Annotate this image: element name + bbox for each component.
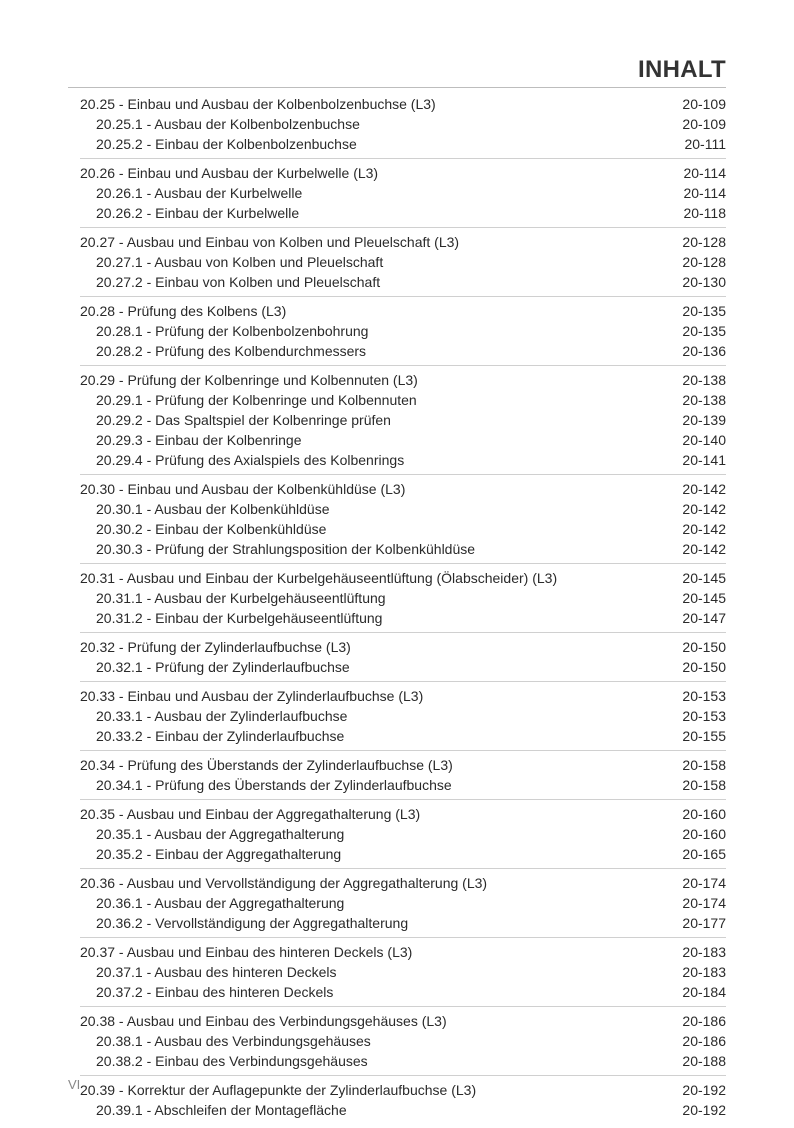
toc-entry-title: 20.32 - Prüfung der Zylinderlaufbuchse (L3) — [80, 639, 351, 655]
toc-entry-title: 20.30 - Einbau und Ausbau der Kolbenkühldüse (L3) — [80, 481, 406, 497]
table-of-contents — [80, 94, 726, 1128]
toc-section — [80, 873, 726, 938]
toc-entry-page: 20-135 — [682, 323, 726, 339]
toc-entry-page: 20-147 — [682, 610, 726, 626]
toc-entry[interactable] — [80, 301, 726, 321]
toc-subentry[interactable] — [80, 252, 726, 272]
toc-section — [80, 568, 726, 633]
toc-entry-title: 20.28.1 - Prüfung der Kolbenbolzenbohrung — [96, 323, 369, 339]
toc-entry-title: 20.34 - Prüfung des Überstands der Zylinderlaufbuchse (L3) — [80, 757, 453, 773]
toc-entry[interactable] — [80, 568, 726, 588]
toc-section — [80, 232, 726, 297]
toc-entry-page: 20-114 — [683, 185, 726, 201]
toc-entry-title: 20.38.1 - Ausbau des Verbindungsgehäuses — [96, 1033, 371, 1049]
toc-subentry[interactable] — [80, 1051, 726, 1071]
toc-entry-title: 20.26 - Einbau und Ausbau der Kurbelwelle (L3) — [80, 165, 379, 181]
toc-section — [80, 1011, 726, 1076]
toc-entry-title: 20.35.2 - Einbau der Aggregathalterung — [96, 846, 342, 862]
toc-entry[interactable] — [80, 873, 726, 893]
toc-section — [80, 163, 726, 228]
toc-entry-page: 20-174 — [682, 875, 726, 891]
toc-entry-title: 20.37.1 - Ausbau des hinteren Deckels — [96, 964, 337, 980]
toc-subentry[interactable] — [80, 341, 726, 361]
toc-entry-page: 20-128 — [682, 234, 726, 250]
toc-entry-title: 20.39 - Korrektur der Auflagepunkte der Zylinderlaufbuchse (L3) — [80, 1082, 477, 1098]
toc-entry-page: 20-114 — [683, 165, 726, 181]
toc-subentry[interactable] — [80, 893, 726, 913]
toc-subentry[interactable] — [80, 499, 726, 519]
toc-entry-page: 20-155 — [682, 728, 726, 744]
toc-entry-title: 20.38.2 - Einbau des Verbindungsgehäuses — [96, 1053, 368, 1069]
toc-entry-title: 20.29.2 - Das Spaltspiel der Kolbenringe prüfen — [96, 412, 391, 428]
toc-entry[interactable] — [80, 232, 726, 252]
toc-entry-title: 20.31.2 - Einbau der Kurbelgehäuseentlüftung — [96, 610, 383, 626]
toc-entry-page: 20-145 — [682, 590, 726, 606]
toc-subentry[interactable] — [80, 1031, 726, 1051]
toc-entry-page: 20-186 — [682, 1013, 726, 1029]
toc-entry-page: 20-150 — [682, 659, 726, 675]
toc-entry-title: 20.26.2 - Einbau der Kurbelwelle — [96, 205, 300, 221]
toc-subentry[interactable] — [80, 183, 726, 203]
toc-section — [80, 370, 726, 475]
toc-subentry[interactable] — [80, 390, 726, 410]
toc-entry-page: 20-109 — [682, 96, 726, 112]
toc-entry-page: 20-138 — [682, 392, 726, 408]
toc-entry-page: 20-118 — [683, 205, 726, 221]
toc-entry-title: 20.28 - Prüfung des Kolbens (L3) — [80, 303, 287, 319]
toc-entry-title: 20.32.1 - Prüfung der Zylinderlaufbuchse — [96, 659, 350, 675]
toc-entry-page: 20-145 — [682, 570, 726, 586]
toc-subentry[interactable] — [80, 1100, 726, 1120]
toc-entry-page: 20-165 — [682, 846, 726, 862]
toc-subentry[interactable] — [80, 962, 726, 982]
toc-subentry[interactable] — [80, 844, 726, 864]
toc-entry-page: 20-109 — [682, 116, 726, 132]
toc-entry-page: 20-128 — [682, 254, 726, 270]
toc-entry-page: 20-160 — [682, 806, 726, 822]
toc-subentry[interactable] — [80, 539, 726, 559]
toc-entry[interactable] — [80, 94, 726, 114]
toc-entry-title: 20.33.2 - Einbau der Zylinderlaufbuchse — [96, 728, 345, 744]
toc-entry-title: 20.29.4 - Prüfung des Axialspiels des Kolbenrings — [96, 452, 405, 468]
toc-entry-page: 20-177 — [682, 915, 726, 931]
toc-entry-page: 20-130 — [682, 274, 726, 290]
toc-entry-page: 20-150 — [682, 639, 726, 655]
toc-entry-page: 20-192 — [682, 1102, 726, 1118]
toc-section — [80, 1080, 726, 1124]
toc-entry-page: 20-158 — [682, 777, 726, 793]
toc-entry-title: 20.29.1 - Prüfung der Kolbenringe und Kolbennuten — [96, 392, 417, 408]
toc-entry[interactable] — [80, 1080, 726, 1100]
toc-entry-title: 20.27.1 - Ausbau von Kolben und Pleuelschaft — [96, 254, 384, 270]
toc-entry-title: 20.31 - Ausbau und Einbau der Kurbelgehäuseentlüftung (Ölabscheider) (L3) — [80, 570, 558, 586]
toc-section — [80, 94, 726, 159]
toc-section — [80, 479, 726, 564]
header-divider — [68, 87, 726, 88]
toc-section — [80, 755, 726, 800]
toc-subentry[interactable] — [80, 410, 726, 430]
toc-entry-title: 20.33.1 - Ausbau der Zylinderlaufbuchse — [96, 708, 348, 724]
toc-entry-page: 20-153 — [682, 708, 726, 724]
page-number: VI — [68, 1077, 81, 1092]
toc-entry[interactable] — [80, 686, 726, 706]
toc-subentry[interactable] — [80, 203, 726, 223]
toc-subentry[interactable] — [80, 134, 726, 154]
toc-entry-title: 20.31.1 - Ausbau der Kurbelgehäuseentlüftung — [96, 590, 386, 606]
toc-entry-title: 20.25 - Einbau und Ausbau der Kolbenbolzenbuchse (L3) — [80, 96, 436, 112]
toc-entry[interactable] — [80, 163, 726, 183]
toc-entry-title: 20.26.1 - Ausbau der Kurbelwelle — [96, 185, 303, 201]
toc-entry-page: 20-158 — [682, 757, 726, 773]
toc-subentry[interactable] — [80, 657, 726, 677]
toc-entry-title: 20.27.2 - Einbau von Kolben und Pleuelschaft — [96, 274, 381, 290]
toc-subentry[interactable] — [80, 588, 726, 608]
toc-entry[interactable] — [80, 755, 726, 775]
toc-section — [80, 637, 726, 682]
toc-entry[interactable] — [80, 942, 726, 962]
toc-entry-page: 20-136 — [682, 343, 726, 359]
toc-entry[interactable] — [80, 637, 726, 657]
toc-entry-title: 20.35.1 - Ausbau der Aggregathalterung — [96, 826, 345, 842]
toc-subentry[interactable] — [80, 706, 726, 726]
toc-entry-page: 20-183 — [682, 964, 726, 980]
toc-entry-title: 20.33 - Einbau und Ausbau der Zylinderlaufbuchse (L3) — [80, 688, 424, 704]
toc-entry-page: 20-142 — [682, 521, 726, 537]
toc-entry-page: 20-153 — [682, 688, 726, 704]
toc-entry-title: 20.30.3 - Prüfung der Strahlungsposition der Kolbenkühldüse — [96, 541, 476, 557]
toc-entry[interactable] — [80, 370, 726, 390]
toc-entry-page: 20-186 — [682, 1033, 726, 1049]
toc-entry-page: 20-141 — [682, 452, 726, 468]
toc-entry-page: 20-139 — [682, 412, 726, 428]
toc-section — [80, 686, 726, 751]
toc-entry-title: 20.37 - Ausbau und Einbau des hinteren Deckels (L3) — [80, 944, 413, 960]
toc-entry-page: 20-142 — [682, 541, 726, 557]
toc-entry-title: 20.30.2 - Einbau der Kolbenkühldüse — [96, 521, 327, 537]
toc-entry-page: 20-142 — [682, 501, 726, 517]
toc-entry-page: 20-138 — [682, 372, 726, 388]
toc-entry-title: 20.38 - Ausbau und Einbau des Verbindungsgehäuses (L3) — [80, 1013, 447, 1029]
page-title: INHALT — [637, 56, 726, 83]
toc-entry-title: 20.25.1 - Ausbau der Kolbenbolzenbuchse — [96, 116, 360, 132]
toc-entry-page: 20-140 — [682, 432, 726, 448]
toc-entry-page: 20-192 — [682, 1082, 726, 1098]
toc-entry-page: 20-160 — [682, 826, 726, 842]
toc-entry-title: 20.36.1 - Ausbau der Aggregathalterung — [96, 895, 345, 911]
toc-subentry[interactable] — [80, 272, 726, 292]
toc-subentry[interactable] — [80, 450, 726, 470]
toc-entry[interactable] — [80, 1011, 726, 1031]
toc-entry-page: 20-188 — [682, 1053, 726, 1069]
toc-entry-title: 20.30.1 - Ausbau der Kolbenkühldüse — [96, 501, 330, 517]
toc-subentry[interactable] — [80, 726, 726, 746]
toc-subentry[interactable] — [80, 824, 726, 844]
toc-entry[interactable] — [80, 804, 726, 824]
toc-entry-page: 20-183 — [682, 944, 726, 960]
toc-entry[interactable] — [80, 479, 726, 499]
toc-subentry[interactable] — [80, 608, 726, 628]
toc-subentry[interactable] — [80, 913, 726, 933]
toc-entry-title: 20.25.2 - Einbau der Kolbenbolzenbuchse — [96, 136, 357, 152]
toc-entry-title: 20.35 - Ausbau und Einbau der Aggregathalterung (L3) — [80, 806, 421, 822]
toc-subentry[interactable] — [80, 982, 726, 1002]
toc-entry-title: 20.29 - Prüfung der Kolbenringe und Kolbennuten (L3) — [80, 372, 418, 388]
toc-entry-title: 20.27 - Ausbau und Einbau von Kolben und Pleuelschaft (L3) — [80, 234, 460, 250]
toc-section — [80, 804, 726, 869]
toc-entry-page: 20-135 — [682, 303, 726, 319]
toc-section — [80, 942, 726, 1007]
toc-entry-page: 20-184 — [682, 984, 726, 1000]
toc-subentry[interactable] — [80, 114, 726, 134]
toc-subentry[interactable] — [80, 519, 726, 539]
toc-entry-title: 20.34.1 - Prüfung des Überstands der Zylinderlaufbuchse — [96, 777, 452, 793]
toc-subentry[interactable] — [80, 775, 726, 795]
toc-subentry[interactable] — [80, 321, 726, 341]
toc-entry-title: 20.39.1 - Abschleifen der Montagefläche — [96, 1102, 347, 1118]
toc-section — [80, 301, 726, 366]
toc-entry-page: 20-142 — [682, 481, 726, 497]
toc-entry-page: 20-174 — [682, 895, 726, 911]
toc-subentry[interactable] — [80, 430, 726, 450]
toc-entry-title: 20.29.3 - Einbau der Kolbenringe — [96, 432, 302, 448]
toc-entry-title: 20.28.2 - Prüfung des Kolbendurchmessers — [96, 343, 367, 359]
toc-entry-title: 20.37.2 - Einbau des hinteren Deckels — [96, 984, 334, 1000]
toc-entry-title: 20.36.2 - Vervollständigung der Aggregathalterung — [96, 915, 409, 931]
toc-entry-title: 20.36 - Ausbau und Vervollständigung der Aggregathalterung (L3) — [80, 875, 488, 891]
toc-entry-page: 20-111 — [684, 136, 726, 152]
